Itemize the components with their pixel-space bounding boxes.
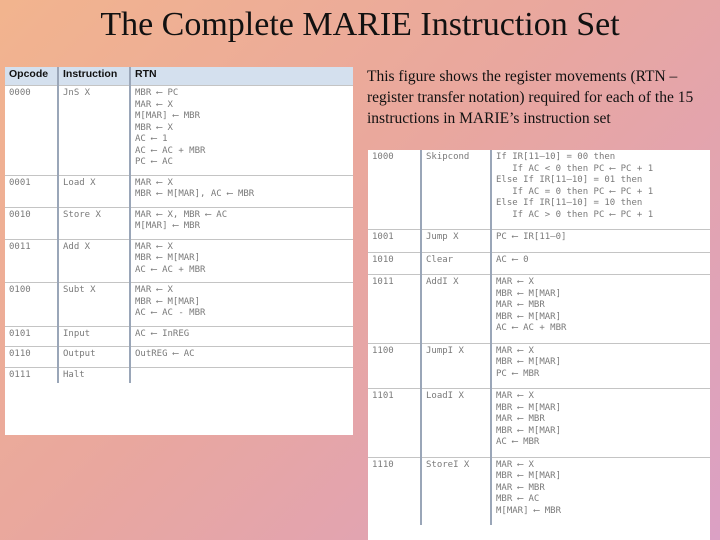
slide-caption: This figure shows the register movements (RTN – register transfer notation) required for each of the 15 instructions in MARIE’s instruction set — [367, 68, 694, 127]
rtn-line: MBR ⟵ M[MAR] — [496, 425, 562, 436]
rtn-cell — [491, 457, 710, 525]
table-row — [368, 252, 710, 275]
left-table-body — [5, 86, 353, 384]
table-row — [5, 207, 353, 239]
opcode-cell: 0101 — [5, 326, 58, 347]
table-row — [5, 86, 353, 176]
instruction-cell: Clear — [421, 252, 491, 275]
instruction-cell: Store X — [58, 207, 130, 239]
opcode-cell: 0010 — [5, 207, 58, 239]
rtn-line: MBR ⟵ M[MAR] — [496, 402, 562, 413]
table-row — [368, 343, 710, 389]
rtn-cell — [491, 275, 710, 344]
rtn-line: PC ⟵ IR[11–0] — [496, 232, 567, 242]
rtn-line: AC ⟵ AC + MBR — [135, 145, 206, 156]
table-row — [368, 230, 710, 253]
rtn-line: M[MAR] ⟵ MBR — [496, 505, 562, 516]
rtn-cell — [130, 239, 353, 283]
rtn-line: PC ⟵ AC — [135, 157, 173, 167]
instruction-cell: LoadI X — [421, 389, 491, 458]
rtn-line: MBR ⟵ M[MAR] — [496, 311, 562, 322]
header-rtn: RTN — [130, 67, 353, 86]
instruction-cell: Jump X — [421, 230, 491, 253]
opcode-cell: 1101 — [368, 389, 421, 458]
table-row — [368, 275, 710, 344]
rtn-line: Else If IR[11–10] = 10 then — [496, 198, 643, 208]
rtn-line: MAR ⟵ X — [135, 241, 173, 252]
opcode-cell: 1110 — [368, 457, 421, 525]
header-opcode: Opcode — [5, 67, 58, 86]
opcode-cell: 0001 — [5, 175, 58, 207]
opcode-cell: 1001 — [368, 230, 421, 253]
opcode-cell: 1011 — [368, 275, 421, 344]
slide-title: The Complete MARIE Instruction Set — [100, 6, 620, 43]
rtn-line: AC ⟵ MBR — [496, 437, 540, 447]
rtn-line: AC ⟵ 1 — [135, 134, 168, 144]
rtn-line: If IR[11–10] = 00 then — [496, 152, 616, 162]
rtn-line: MBR ⟵ PC — [135, 88, 179, 98]
rtn-line: AC ⟵ AC + MBR — [496, 323, 567, 333]
rtn-line: AC ⟵ AC - MBR — [135, 308, 206, 318]
rtn-line: MBR ⟵ M[MAR] — [496, 288, 562, 299]
table-header-row — [5, 67, 353, 86]
opcode-cell: 0011 — [5, 239, 58, 283]
rtn-cell — [491, 389, 710, 458]
opcode-cell: 1100 — [368, 343, 421, 389]
rtn-cell — [491, 230, 710, 253]
rtn-line: If AC > 0 then PC ⟵ PC + 1 — [496, 209, 654, 220]
table-row — [368, 150, 710, 230]
rtn-line: MAR ⟵ X — [135, 99, 173, 110]
rtn-cell — [130, 347, 353, 368]
rtn-line: MBR ⟵ M[MAR] — [135, 296, 201, 307]
opcode-cell: 0111 — [5, 367, 58, 383]
table-row — [368, 389, 710, 458]
instruction-cell: Output — [58, 347, 130, 368]
opcode-cell: 0000 — [5, 86, 58, 176]
rtn-line: MBR ⟵ M[MAR] — [135, 253, 201, 263]
rtn-cell — [130, 86, 353, 176]
right-instruction-table-panel — [368, 150, 710, 540]
rtn-cell — [130, 175, 353, 207]
rtn-line: MAR ⟵ X — [496, 391, 534, 401]
table-row — [5, 367, 353, 383]
rtn-line: M[MAR] ⟵ MBR — [135, 221, 201, 231]
table-row — [5, 347, 353, 368]
rtn-line: MAR ⟵ MBR — [496, 414, 545, 424]
rtn-line: MAR ⟵ X — [496, 345, 534, 356]
rtn-line: AC ⟵ 0 — [496, 254, 529, 265]
rtn-line: If AC < 0 then PC ⟵ PC + 1 — [496, 163, 654, 174]
opcode-cell: 1010 — [368, 252, 421, 275]
rtn-line: M[MAR] ⟵ MBR — [135, 111, 201, 121]
rtn-cell — [130, 326, 353, 347]
instruction-cell: JnS X — [58, 86, 130, 176]
rtn-cell — [491, 343, 710, 389]
rtn-cell — [130, 367, 353, 383]
rtn-line: MAR ⟵ X — [135, 285, 173, 295]
rtn-line: MAR ⟵ X — [496, 459, 534, 470]
instruction-cell: StoreI X — [421, 457, 491, 525]
table-row — [5, 326, 353, 347]
opcode-cell: 0100 — [5, 283, 58, 327]
rtn-line: PC ⟵ MBR — [496, 368, 540, 379]
rtn-line: MAR ⟵ MBR — [496, 300, 545, 310]
opcode-cell: 1000 — [368, 150, 421, 230]
rtn-line: MAR ⟵ X, MBR ⟵ AC — [135, 209, 228, 220]
rtn-cell — [491, 150, 710, 230]
rtn-cell — [130, 283, 353, 327]
right-table-body — [368, 150, 710, 525]
rtn-line: MBR ⟵ M[MAR], AC ⟵ MBR — [135, 189, 255, 199]
header-instruction: Instruction — [58, 67, 130, 86]
instruction-cell: Load X — [58, 175, 130, 207]
instruction-cell: Skipcond — [421, 150, 491, 230]
table-row — [5, 239, 353, 283]
rtn-line: If AC = 0 then PC ⟵ PC + 1 — [496, 186, 654, 197]
instruction-table-right — [368, 150, 710, 525]
rtn-cell — [491, 252, 710, 275]
rtn-line: MBR ⟵ M[MAR] — [496, 471, 562, 481]
instruction-cell: Halt — [58, 367, 130, 383]
opcode-cell: 0110 — [5, 347, 58, 368]
instruction-cell: Input — [58, 326, 130, 347]
rtn-line: AC ⟵ InREG — [135, 328, 190, 339]
rtn-line: MBR ⟵ AC — [496, 494, 540, 504]
table-row — [368, 457, 710, 525]
rtn-line: AC ⟵ AC + MBR — [135, 264, 206, 275]
instruction-cell: JumpI X — [421, 343, 491, 389]
rtn-cell — [130, 207, 353, 239]
rtn-line: MAR ⟵ X — [135, 177, 173, 188]
rtn-line: MBR ⟵ X — [135, 122, 173, 133]
table-row — [5, 175, 353, 207]
left-instruction-table-panel — [5, 67, 353, 435]
rtn-line: OutREG ⟵ AC — [135, 349, 195, 359]
rtn-line: MAR ⟵ X — [496, 277, 534, 287]
instruction-cell: Add X — [58, 239, 130, 283]
rtn-line: MBR ⟵ M[MAR] — [496, 357, 562, 367]
instruction-cell: AddI X — [421, 275, 491, 344]
rtn-line: Else If IR[11–10] = 01 then — [496, 175, 643, 185]
table-row — [5, 283, 353, 327]
rtn-line: MAR ⟵ MBR — [496, 482, 545, 493]
instruction-cell: Subt X — [58, 283, 130, 327]
instruction-table-left — [5, 67, 353, 383]
